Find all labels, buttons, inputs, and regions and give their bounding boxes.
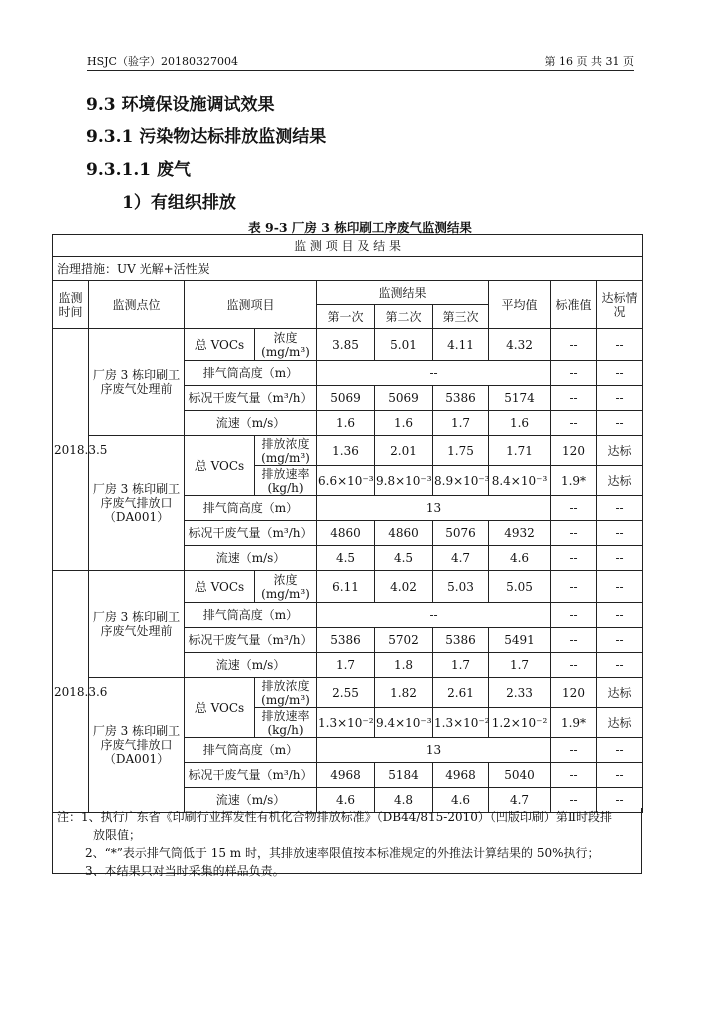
table-caption: 表 9-3 厂房 3 栋印刷工序废气监测结果: [248, 220, 472, 235]
value-second: 4.5: [375, 546, 433, 571]
page-header: [87, 52, 634, 71]
value-standard: --: [551, 496, 597, 521]
heading-organized-emission: 1）有组织排放: [122, 193, 236, 213]
value-second: 1.8: [375, 653, 433, 678]
value-standard: 1.9*: [551, 466, 597, 496]
pollutant-label: 总 VOCs: [185, 571, 255, 603]
col-header-item: 监测项目: [185, 281, 317, 329]
stack-height-label: 排气筒高度（m）: [185, 738, 317, 763]
value-status: --: [597, 496, 643, 521]
value-first: 5069: [317, 386, 375, 411]
concentration-label: 浓度(mg/m³): [255, 571, 317, 603]
table-title: 监 测 项 目 及 结 果: [53, 235, 643, 257]
monitoring-point: 厂房 3 栋印刷工序废气处理前: [89, 571, 185, 678]
value-first: 6.6×10⁻³: [317, 466, 375, 496]
value-average: 1.2×10⁻²: [489, 708, 551, 738]
value-status: 达标: [597, 678, 643, 708]
stack-height-value: 13: [317, 738, 551, 763]
value-standard: --: [551, 763, 597, 788]
value-average: 5174: [489, 386, 551, 411]
concentration-label: 排放浓度(mg/m³): [255, 436, 317, 466]
flow-label: 标况干废气量（m³/h）: [185, 628, 317, 653]
value-first: 2.55: [317, 678, 375, 708]
value-second: 4860: [375, 521, 433, 546]
value-third: 8.9×10⁻³: [433, 466, 489, 496]
stack-height-value: --: [317, 361, 551, 386]
value-third: 5076: [433, 521, 489, 546]
value-average: 5.05: [489, 571, 551, 603]
table-row: [53, 571, 643, 603]
value-second: 5.01: [375, 329, 433, 361]
value-third: 5386: [433, 628, 489, 653]
value-third: 4.7: [433, 546, 489, 571]
value-status: --: [597, 571, 643, 603]
speed-label: 流速（m/s）: [185, 653, 317, 678]
value-average: 1.7: [489, 653, 551, 678]
value-first: 5386: [317, 628, 375, 653]
value-status: --: [597, 386, 643, 411]
value-standard: --: [551, 361, 597, 386]
heading-9-3: 9.3 环境保设施调试效果: [86, 95, 275, 115]
value-status: --: [597, 329, 643, 361]
value-first: 4.6: [317, 788, 375, 813]
col-header-third: 第三次: [433, 305, 489, 329]
value-first: 6.11: [317, 571, 375, 603]
value-status: --: [597, 361, 643, 386]
value-second: 1.6: [375, 411, 433, 436]
note-1: 注：1、执行广东省《印刷行业挥发性有机化合物排放标准》（DB44/815-2010）（凹版印刷）第Ⅱ时段排: [57, 810, 613, 824]
monitoring-table: [52, 234, 643, 813]
value-standard: --: [551, 738, 597, 763]
col-header-avg: 平均值: [489, 281, 551, 329]
heading-9-3-1: 9.3.1 污染物达标排放监测结果: [86, 127, 327, 147]
value-second: 5184: [375, 763, 433, 788]
value-first: 1.36: [317, 436, 375, 466]
value-standard: --: [551, 603, 597, 628]
value-status: --: [597, 653, 643, 678]
value-standard: --: [551, 386, 597, 411]
value-status: --: [597, 411, 643, 436]
table-row: [53, 678, 643, 708]
stack-height-label: 排气筒高度（m）: [185, 603, 317, 628]
value-third: 4968: [433, 763, 489, 788]
monitoring-point: 厂房 3 栋印刷工序废气处理前: [89, 329, 185, 436]
value-status: 达标: [597, 466, 643, 496]
speed-label: 流速（m/s）: [185, 546, 317, 571]
value-standard: --: [551, 521, 597, 546]
value-average: 4932: [489, 521, 551, 546]
value-standard: 1.9*: [551, 708, 597, 738]
value-second: 9.8×10⁻³: [375, 466, 433, 496]
value-standard: --: [551, 628, 597, 653]
value-average: 5040: [489, 763, 551, 788]
value-second: 4.8: [375, 788, 433, 813]
value-first: 3.85: [317, 329, 375, 361]
speed-label: 流速（m/s）: [185, 411, 317, 436]
table-notes: [52, 808, 642, 878]
value-third: 5386: [433, 386, 489, 411]
value-standard: --: [551, 329, 597, 361]
col-header-results: 监测结果: [317, 281, 489, 305]
stack-height-value: 13: [317, 496, 551, 521]
col-header-first: 第一次: [317, 305, 375, 329]
value-average: 4.32: [489, 329, 551, 361]
pollutant-label: 总 VOCs: [185, 436, 255, 496]
value-status: --: [597, 603, 643, 628]
value-status: --: [597, 628, 643, 653]
value-average: 1.6: [489, 411, 551, 436]
rate-label: 排放速率(kg/h): [255, 708, 317, 738]
value-first: 1.7: [317, 653, 375, 678]
value-average: 2.33: [489, 678, 551, 708]
value-standard: --: [551, 653, 597, 678]
value-average: 4.7: [489, 788, 551, 813]
heading-9-3-1-1: 9.3.1.1 废气: [86, 160, 191, 180]
value-standard: 120: [551, 678, 597, 708]
table-row: [53, 329, 643, 361]
report-number: HSJC（验字）20180327004: [87, 55, 238, 68]
treatment-measure: 治理措施：UV 光解+活性炭: [53, 257, 643, 281]
value-first: 1.6: [317, 411, 375, 436]
col-header-std: 标准值: [551, 281, 597, 329]
value-standard: --: [551, 571, 597, 603]
concentration-label: 排放浓度(mg/m³): [255, 678, 317, 708]
value-third: 1.3×10⁻²: [433, 708, 489, 738]
value-average: 1.71: [489, 436, 551, 466]
monitoring-date: 2018.3.5: [53, 329, 89, 571]
value-second: 9.4×10⁻³: [375, 708, 433, 738]
note-3: 3、本结果只对当时采集的样品负责。: [85, 864, 285, 878]
value-status: 达标: [597, 708, 643, 738]
concentration-label: 浓度(mg/m³): [255, 329, 317, 361]
table-row: [53, 436, 643, 466]
stack-height-label: 排气筒高度（m）: [185, 496, 317, 521]
value-standard: --: [551, 411, 597, 436]
flow-label: 标况干废气量（m³/h）: [185, 763, 317, 788]
pollutant-label: 总 VOCs: [185, 329, 255, 361]
value-status: --: [597, 738, 643, 763]
col-header-point: 监测点位: [89, 281, 185, 329]
value-standard: --: [551, 788, 597, 813]
value-average: 8.4×10⁻³: [489, 466, 551, 496]
col-header-time: 监测时间: [53, 281, 89, 329]
col-header-second: 第二次: [375, 305, 433, 329]
value-first: 4.5: [317, 546, 375, 571]
value-standard: --: [551, 546, 597, 571]
value-second: 5069: [375, 386, 433, 411]
stack-height-label: 排气筒高度（m）: [185, 361, 317, 386]
stack-height-value: --: [317, 603, 551, 628]
note-1-cont: 放限值；: [93, 828, 142, 842]
monitoring-point: 厂房 3 栋印刷工序废气排放口（DA001）: [89, 678, 185, 813]
monitoring-point: 厂房 3 栋印刷工序废气排放口（DA001）: [89, 436, 185, 571]
value-second: 1.82: [375, 678, 433, 708]
value-first: 4860: [317, 521, 375, 546]
value-third: 2.61: [433, 678, 489, 708]
value-third: 4.11: [433, 329, 489, 361]
flow-label: 标况干废气量（m³/h）: [185, 521, 317, 546]
value-first: 1.3×10⁻²: [317, 708, 375, 738]
note-2: 2、“*”表示排气筒低于 15 m 时，其排放速率限值按本标准规定的外推法计算结果的 50%执行；: [85, 846, 600, 860]
value-third: 4.6: [433, 788, 489, 813]
value-third: 5.03: [433, 571, 489, 603]
value-second: 5702: [375, 628, 433, 653]
col-header-status: 达标情况: [597, 281, 643, 329]
flow-label: 标况干废气量（m³/h）: [185, 386, 317, 411]
value-second: 4.02: [375, 571, 433, 603]
value-status: --: [597, 521, 643, 546]
rate-label: 排放速率(kg/h): [255, 466, 317, 496]
value-standard: 120: [551, 436, 597, 466]
speed-label: 流速（m/s）: [185, 788, 317, 813]
value-average: 5491: [489, 628, 551, 653]
value-first: 4968: [317, 763, 375, 788]
value-third: 1.7: [433, 411, 489, 436]
pollutant-label: 总 VOCs: [185, 678, 255, 738]
value-status: --: [597, 763, 643, 788]
page-number: 第 16 页 共 31 页: [544, 55, 634, 68]
value-third: 1.75: [433, 436, 489, 466]
monitoring-date: 2018.3.6: [53, 571, 89, 813]
value-average: 4.6: [489, 546, 551, 571]
value-status: --: [597, 788, 643, 813]
value-third: 1.7: [433, 653, 489, 678]
value-second: 2.01: [375, 436, 433, 466]
value-status: --: [597, 546, 643, 571]
value-status: 达标: [597, 436, 643, 466]
